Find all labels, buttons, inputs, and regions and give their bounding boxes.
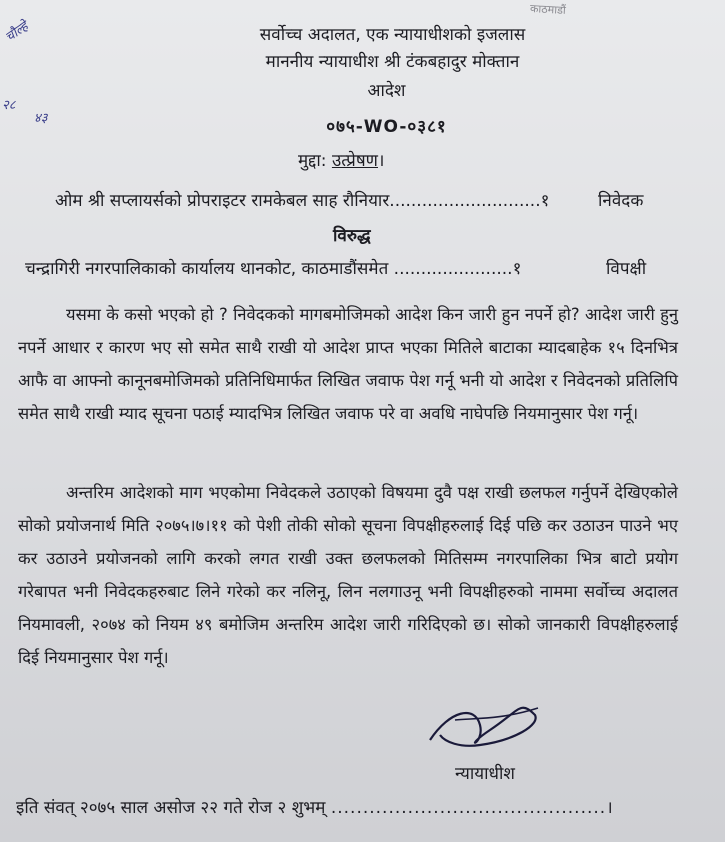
respondent-role: विपक्षी (606, 259, 647, 279)
office-stamp: काठमाडौं (529, 2, 567, 17)
subject-label: मुद्दा: (298, 151, 327, 171)
respondent-line: चन्द्रागिरी नगरपालिकाको कार्यालय थानकोट, काठमाडौंसमेत ......................१ (25, 259, 522, 279)
case-subject (298, 150, 384, 172)
court-heading: सर्वोच्च अदालत, एक न्यायाधीशको इजलास (259, 25, 526, 45)
date-line (16, 797, 614, 819)
date-text: इति संवत् २०७५ साल असोज २२ गते रोज २ शुभम् (16, 798, 326, 818)
judge-line: माननीय न्यायाधीश श्री टंकबहादुर मोक्तान (265, 52, 520, 72)
petitioner-line: ओम श्री सप्लायर्सको प्रोपराइटर रामकेबल साह रौनियार............................१ (55, 191, 550, 211)
case-number: ०७५-WO-०३८१ (326, 117, 447, 137)
subject-value: उत्प्रेषण (331, 151, 378, 171)
petitioner-role: निवेदक (598, 191, 644, 211)
margin-note: २८ (2, 98, 16, 113)
versus-label: विरुद्ध (333, 226, 371, 246)
order-paragraph-notice: यसमा के कसो भएको हो ? निवेदकको मागबमोजिमको आदेश किन जारी हुन नपर्ने हो? आदेश जारी हुनु नपर्ने आधार र कारण भए सो समेत साथै राखी यो आदेश प्राप्त भएका मितिले बाटाका म्यादबाहेक १५ दिनभित्र आफै वा आफ्नो कानूनबमोजिमको प्रतिनिधिमार्फत लिखित जवाफ पेश गर्नू भनी यो आदेश र निवेदनको प्रतिलिपि समेत साथै राखी म्याद सूचना पठाई म्यादभित्र लिखित जवाफ परे वा अवधि नाघेपछि नियमानुसार पेश गर्नू। (18, 305, 678, 423)
judge-signature (420, 690, 550, 760)
order-title: आदेश (367, 81, 406, 101)
date-dots: ...........................................। (330, 798, 614, 818)
signature-title: न्यायाधीश (455, 764, 515, 784)
subject-end: । (377, 151, 385, 171)
order-paragraph-interim: अन्तरिम आदेशको माग भएकोमा निवेदकले उठाएको विषयमा दुवै पक्ष राखी छलफल गर्नुपर्ने देखिएकोले सोको प्रयोजनार्थ मिति २०७५।७।११ को पेशी तोकी सोको सूचना विपक्षीहरुलाई दिई पछि कर उठाउन पाउने भए कर उठाउने प्रयोजनको लागि करको लगत राखी उक्त छलफलको मितिसम्म नगरपालिका भित्र बाटो प्रयोग गरेबापत भनी निवेदकहरुबाट लिने गरेको कर नलिनू, लिन नलगाउनू भनी विपक्षीहरुको नाममा सर्वोच्च अदालत नियमावली, २०७४ को नियम ४९ बमोजिम अन्तरिम आदेश जारी गरिदिएको छ। सोको जानकारी विपक्षीहरुलाई दिई नियमानुसार पेश गर्नू। (18, 483, 678, 667)
margin-note: ४३ (34, 111, 48, 126)
margin-note: चौल्हे (2, 19, 32, 46)
